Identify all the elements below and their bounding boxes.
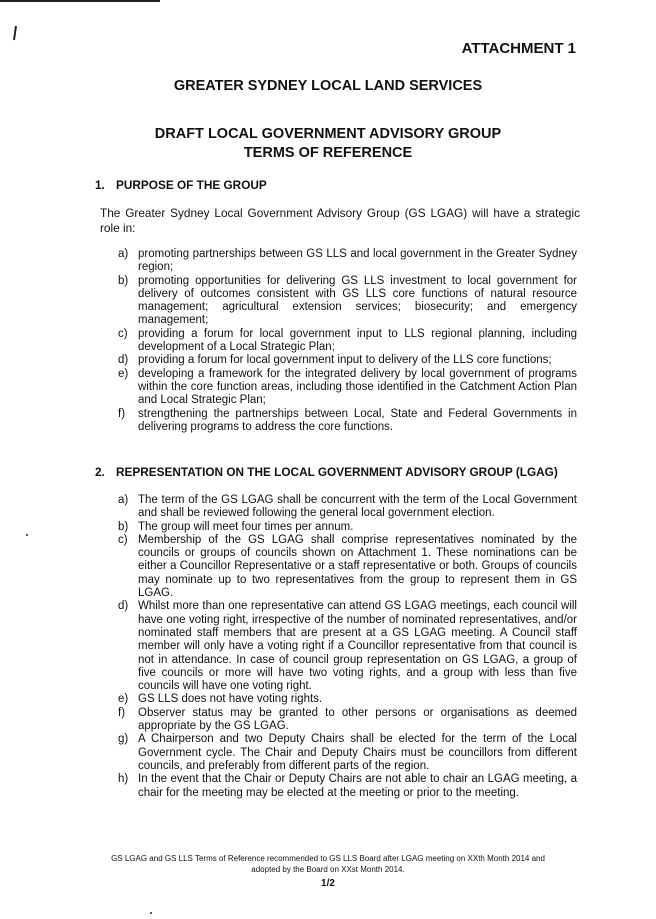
list-item-text: strengthening the partnerships between Local, State and Federal Governments in delivering programs to address the core functions. xyxy=(138,407,577,433)
footer-line1: GS LGAG and GS LLS Terms of Reference recommended to GS LLS Board after LGAG meeting on XXth Month 2014 and xyxy=(111,854,545,863)
list-item-text: A Chairperson and two Deputy Chairs shall be elected for the term of the Local Government cycle. The Chair and Deputy Chairs must be councillors from different councils, and preferably from different parts of the region. xyxy=(138,733,577,772)
list-item xyxy=(100,707,577,734)
section1-heading xyxy=(95,178,267,192)
list-marker: a) xyxy=(118,494,129,506)
list-item-text: The term of the GS LGAG shall be concurrent with the term of the Local Government and shall be reviewed following the general local government election. xyxy=(138,494,577,520)
list-item-text: Membership of the GS LGAG shall comprise representatives nominated by the councils or groups of councils shown on Attachment 1. These nominations can be either a Councillor Representative or a staff representative or both. Groups of councils may nominate up to two representatives from the group to represent them in GS LGAG. xyxy=(138,533,577,600)
list-marker: c) xyxy=(118,533,128,546)
section1-intro: The Greater Sydney Local Government Advisory Group (GS LGAG) will have a strategic role in: xyxy=(100,206,580,235)
section2-title: REPRESENTATION ON THE LOCAL GOVERNMENT ADVISORY GROUP (LGAG) xyxy=(116,465,558,479)
section2-heading xyxy=(95,465,558,479)
list-item xyxy=(100,368,577,408)
list-marker: f) xyxy=(118,407,126,420)
list-item xyxy=(100,248,577,275)
list-item-text: Observer status may be granted to other persons or organisations as deemed appropriate by the GS LGAG. xyxy=(138,706,577,733)
list-item-text: The group will meet four times per annum. xyxy=(138,520,354,533)
section2-list xyxy=(100,494,577,800)
list-item-text: Whilst more than one representative can attend GS LGAG meetings, each council will have one voting right, irrespective of the number of nominated representatives, and/or nominated staff members that are present at a GS LGAG meeting. A Council staff member will only have a voting right if a Councillor representative from that council is not in attendance. In case of council group representation on GS LGAG, a group of five councils or more will have two voting rights, and a group with less than five councils will have one voting right. xyxy=(138,600,577,693)
list-item-text: developing a framework for the integrated delivery by local government of programs within the core function areas, including those identified in the Catchment Action Plan and Local Strategic Plan; xyxy=(138,367,577,407)
document-title-line2: TERMS OF REFERENCE xyxy=(243,145,413,161)
list-item xyxy=(100,534,577,600)
list-item-text: promoting opportunities for delivering GS LLS investment to local government for delivery of outcomes consistent with GS LLS core functions of natural resource management; agricultural extension services; biosecurity; and emergency management; xyxy=(138,274,577,327)
document-title-line1: DRAFT LOCAL GOVERNMENT ADVISORY GROUP xyxy=(154,126,502,142)
list-item-text: providing a forum for local government input to LLS regional planning, including development of a Local Strategic Plan; xyxy=(138,327,577,354)
scan-artifact-mark xyxy=(13,26,17,40)
attachment-label: ATTACHMENT 1 xyxy=(461,40,576,57)
list-item xyxy=(100,408,577,435)
list-marker: h) xyxy=(118,773,129,786)
list-marker: d) xyxy=(118,600,129,613)
scan-speck xyxy=(150,912,152,914)
list-marker: e) xyxy=(118,693,129,706)
list-marker: d) xyxy=(118,354,129,367)
section1-list xyxy=(100,248,577,434)
list-item-text: providing a forum for local government input to delivery of the LLS core functions; xyxy=(138,354,552,367)
list-item xyxy=(100,773,577,800)
list-item-text: In the event that the Chair or Deputy Chairs are not able to chair an LGAG meeting, a chair for the meeting may be elected at the meeting or prior to the meeting. xyxy=(138,773,577,799)
list-marker: e) xyxy=(118,367,129,380)
section1-title: PURPOSE OF THE GROUP xyxy=(116,178,267,192)
list-item-text: promoting partnerships between GS LLS and local government in the Greater Sydney region; xyxy=(138,248,577,274)
list-marker: b) xyxy=(118,274,129,287)
list-item xyxy=(100,693,577,706)
section2-number: 2. xyxy=(95,465,105,479)
organisation-title: GREATER SYDNEY LOCAL LAND SERVICES xyxy=(173,78,483,94)
list-marker: c) xyxy=(118,327,128,340)
list-marker: g) xyxy=(118,733,129,746)
scan-speck xyxy=(26,534,28,536)
list-item xyxy=(100,275,577,328)
list-item xyxy=(100,328,577,355)
document-title xyxy=(0,125,656,163)
list-item xyxy=(100,354,577,367)
list-item xyxy=(100,521,577,534)
list-item xyxy=(100,494,577,521)
list-item xyxy=(100,600,577,693)
footer-note xyxy=(0,853,656,875)
footer-line2: adopted by the Board on XXst Month 2014. xyxy=(251,865,405,874)
scan-artifact-line xyxy=(0,0,160,2)
list-marker: f) xyxy=(118,706,126,719)
list-item xyxy=(100,733,577,773)
page-number: 1/2 xyxy=(321,878,335,889)
list-marker: b) xyxy=(118,520,129,533)
list-marker: a) xyxy=(118,248,129,260)
section1-number: 1. xyxy=(95,178,105,192)
list-item-text: GS LLS does not have voting rights. xyxy=(138,693,323,706)
